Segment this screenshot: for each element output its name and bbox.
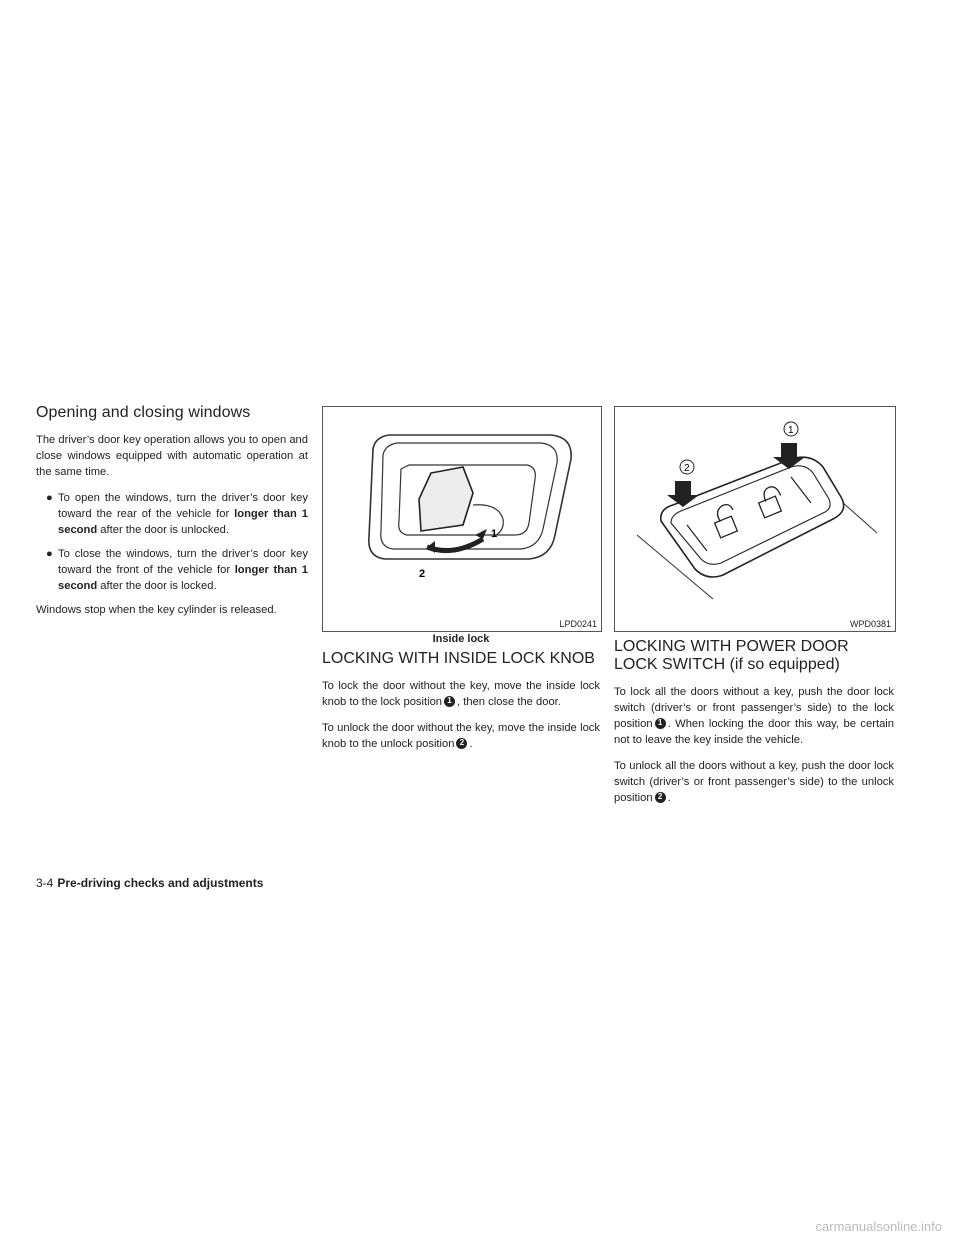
closing-paragraph: Windows stop when the key cylinder is released. <box>36 604 277 616</box>
label-2: 2 <box>419 568 426 580</box>
power-lock-switch-figure <box>614 406 896 632</box>
middle-column <box>322 650 600 762</box>
bullet-icon: ● <box>46 492 53 504</box>
page-footer <box>36 876 263 890</box>
bullet-icon: ● <box>46 548 53 560</box>
right-column <box>614 638 894 816</box>
inside-lock-paragraph-1: To lock the door without the key, move the inside lock knob to the lock position 1 , then close the door. <box>322 680 600 708</box>
position-2-icon: 2 <box>655 792 666 803</box>
left-column <box>36 404 308 628</box>
figure-code: LPD0241 <box>559 619 597 629</box>
watermark[interactable]: carmanualsonline.info <box>815 1219 942 1234</box>
section-heading-windows: Opening and closing windows <box>36 404 251 421</box>
figure-caption: Inside lock <box>432 633 490 645</box>
bullet-item: ● To open the windows, turn the driver’s door key toward the rear of the vehicle for longer than 1 second after the door is unlocked. <box>46 492 308 536</box>
figure-code: WPD0381 <box>849 619 891 629</box>
page-number: 3-4 <box>36 876 54 890</box>
label-1: 1 <box>788 425 794 436</box>
position-1-icon: 1 <box>655 718 666 729</box>
bullet-item: ● To close the windows, turn the driver’s door key toward the front of the vehicle for longer than 1 second after the door is locked. <box>46 548 308 592</box>
bullet-list <box>36 490 308 594</box>
chapter-title: Pre-driving checks and adjustments <box>57 876 264 890</box>
section-heading-power-lock: LOCKING WITH POWER DOOR LOCK SWITCH (if so equipped) <box>614 638 849 673</box>
power-lock-switch-illustration <box>615 407 895 631</box>
power-lock-paragraph-2: To unlock all the doors without a key, push the door lock switch (driver’s or front passenger’s side) to the unlock position 2 . <box>614 760 894 804</box>
label-1: 1 <box>491 528 498 540</box>
power-lock-paragraph-1: To lock all the doors without a key, push the door lock switch (driver’s or front passenger’s side) to the lock position 1 . When locking the door this way, be certain not to leave the key inside the vehicle. <box>614 686 894 746</box>
intro-paragraph: The driver’s door key operation allows you to open and close windows equipped with automatic operation at the same time. <box>36 434 308 478</box>
inside-lock-figure <box>322 406 602 632</box>
label-2: 2 <box>684 463 690 474</box>
section-heading-inside-lock: LOCKING WITH INSIDE LOCK KNOB <box>322 650 595 667</box>
position-1-icon: 1 <box>444 696 455 707</box>
inside-lock-paragraph-2: To unlock the door without the key, move the inside lock knob to the unlock position 2 . <box>322 722 600 750</box>
position-2-icon: 2 <box>456 738 467 749</box>
inside-lock-illustration <box>323 407 601 631</box>
